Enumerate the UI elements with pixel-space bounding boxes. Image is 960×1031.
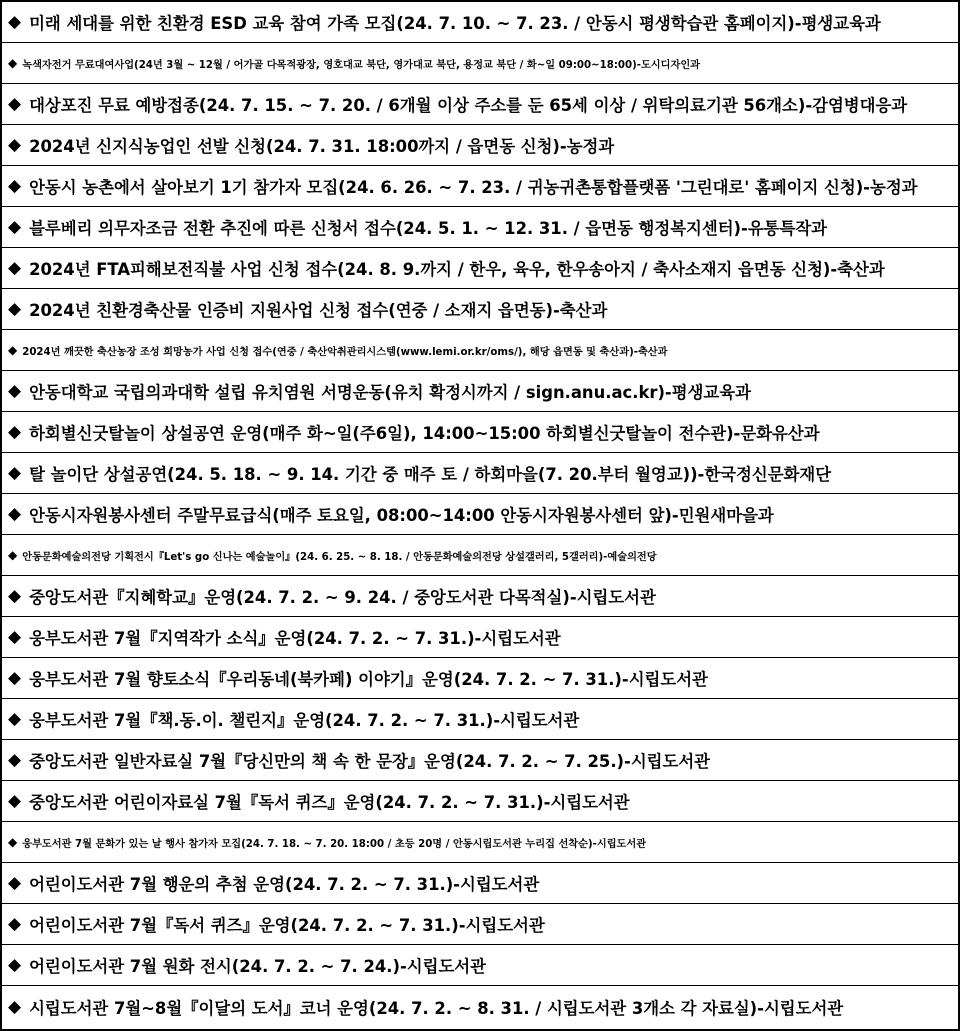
diamond-bullet-icon: ◆ — [8, 548, 18, 562]
notice-item-text: 2024년 신지식농업인 선발 신청(24. 7. 31. 18:00까지 / 읍면동 신청)-농정과 — [29, 137, 615, 156]
notice-item-text: 2024년 FTA피해보전직불 사업 신청 접수(24. 8. 9.까지 / 한우, 육우, 한우송아지 / 축사소재지 읍면동 신청)-축산과 — [29, 260, 885, 279]
notice-item[interactable] — [2, 248, 958, 289]
notice-item[interactable] — [2, 658, 958, 699]
notice-item-text: 탈 놀이단 상설공연(24. 5. 18. ~ 9. 14. 기간 중 매주 토 / 하회마을(7. 20.부터 월영교))-한국정신문화재단 — [29, 465, 832, 484]
diamond-bullet-icon: ◆ — [8, 56, 18, 70]
diamond-bullet-icon: ◆ — [8, 135, 22, 155]
notice-item[interactable] — [2, 453, 958, 494]
notice-item[interactable] — [2, 43, 958, 84]
notice-item[interactable] — [2, 412, 958, 453]
diamond-bullet-icon: ◆ — [8, 835, 18, 849]
notice-item-text: 중앙도서관 일반자료실 7월『당신만의 책 속 한 문장』운영(24. 7. 2. ~ 7. 25.)-시립도서관 — [29, 752, 711, 771]
notice-item-text: 하회별신굿탈놀이 상설공연 운영(매주 화~일(주6일), 14:00~15:00 하회별신굿탈놀이 전수관)-문화유산과 — [29, 424, 820, 443]
diamond-bullet-icon: ◆ — [8, 463, 22, 483]
notice-item[interactable] — [2, 986, 958, 1027]
notice-item[interactable] — [2, 125, 958, 166]
notice-item-text: 미래 세대를 위한 친환경 ESD 교육 참여 가족 모집(24. 7. 10. ~ 7. 23. / 안동시 평생학습관 홈페이지)-평생교육과 — [29, 14, 881, 33]
notice-item-text: 어린이도서관 7월 원화 전시(24. 7. 2. ~ 7. 24.)-시립도서관 — [29, 957, 486, 976]
notice-item-text: 안동시자원봉사센터 주말무료급식(매주 토요일, 08:00~14:00 안동시자원봉사센터 앞)-민원새마을과 — [29, 506, 774, 525]
notice-item[interactable] — [2, 535, 958, 576]
diamond-bullet-icon: ◆ — [8, 258, 22, 278]
notice-item-text: 안동대학교 국립의과대학 설립 유치염원 서명운동(유치 확정시까지 / sign.anu.ac.kr)-평생교육과 — [29, 383, 751, 402]
diamond-bullet-icon: ◆ — [8, 586, 22, 606]
diamond-bullet-icon: ◆ — [8, 504, 22, 524]
notice-item-text: 안동시 농촌에서 살아보기 1기 참가자 모집(24. 6. 26. ~ 7. 23. / 귀농귀촌통합플랫폼 '그린대로' 홈페이지 신청)-농정과 — [29, 178, 918, 197]
diamond-bullet-icon: ◆ — [8, 914, 22, 934]
diamond-bullet-icon: ◆ — [8, 709, 22, 729]
notice-item[interactable] — [2, 330, 958, 371]
diamond-bullet-icon: ◆ — [8, 996, 22, 1017]
diamond-bullet-icon: ◆ — [8, 627, 22, 647]
notice-item[interactable] — [2, 822, 958, 863]
diamond-bullet-icon: ◆ — [8, 381, 22, 401]
diamond-bullet-icon: ◆ — [8, 299, 22, 319]
notice-item[interactable] — [2, 904, 958, 945]
diamond-bullet-icon: ◆ — [8, 791, 22, 811]
notice-item-text: 웅부도서관 7월 문화가 있는 날 행사 참가자 모집(24. 7. 18. ~ 7. 20. 18:00 / 초등 20명 / 안동시립도서관 누리집 선착순)-시립도서관 — [22, 838, 647, 850]
diamond-bullet-icon: ◆ — [8, 94, 22, 114]
notice-item[interactable] — [2, 289, 958, 330]
diamond-bullet-icon: ◆ — [8, 176, 22, 196]
notice-item[interactable] — [2, 2, 958, 43]
notice-item[interactable] — [2, 740, 958, 781]
diamond-bullet-icon: ◆ — [8, 422, 22, 442]
notice-item[interactable] — [2, 699, 958, 740]
notice-item-text: 안동문화예술의전당 기획전시『Let's go 신나는 예술놀이』(24. 6. 25. ~ 8. 18. / 안동문화예술의전당 상설갤러리, 5갤러리)-예술의전당 — [22, 551, 657, 563]
notice-item[interactable] — [2, 781, 958, 822]
diamond-bullet-icon: ◆ — [8, 343, 18, 357]
diamond-bullet-icon: ◆ — [8, 873, 22, 893]
notice-item-text: 어린이도서관 7월『독서 퀴즈』운영(24. 7. 2. ~ 7. 31.)-시립도서관 — [29, 916, 545, 935]
notice-item[interactable] — [2, 166, 958, 207]
notice-item-text: 어린이도서관 7월 행운의 추첨 운영(24. 7. 2. ~ 7. 31.)-시립도서관 — [29, 875, 540, 894]
notice-item[interactable] — [2, 371, 958, 412]
notice-item-text: 웅부도서관 7월『지역작가 소식』운영(24. 7. 2. ~ 7. 31.)-시립도서관 — [29, 629, 561, 648]
notice-item-text: 시립도서관 7월~8월『이달의 도서』코너 운영(24. 7. 2. ~ 8. 31. / 시립도서관 3개소 각 자료실)-시립도서관 — [29, 998, 844, 1018]
notice-item-text: 블루베리 의무자조금 전환 추진에 따른 신청서 접수(24. 5. 1. ~ 12. 31. / 읍면동 행정복지센터)-유통특작과 — [29, 219, 828, 238]
notice-item-text: 2024년 깨끗한 축산농장 조성 희망농가 사업 신청 접수(연중 / 축산악취관리시스템(www.lemi.or.kr/oms/), 해당 읍면동 및 축산과)-축산과 — [22, 346, 668, 358]
diamond-bullet-icon: ◆ — [8, 217, 22, 237]
notice-item[interactable] — [2, 863, 958, 904]
notice-item[interactable] — [2, 576, 958, 617]
notice-item[interactable] — [2, 84, 958, 125]
diamond-bullet-icon: ◆ — [8, 955, 22, 975]
notice-item-text: 중앙도서관 어린이자료실 7월『독서 퀴즈』운영(24. 7. 2. ~ 7. 31.)-시립도서관 — [29, 793, 630, 812]
notice-item-text: 2024년 친환경축산물 인증비 지원사업 신청 접수(연중 / 소재지 읍면동)-축산과 — [29, 301, 608, 320]
notice-item[interactable] — [2, 945, 958, 986]
notice-item[interactable] — [2, 617, 958, 658]
notice-item[interactable] — [2, 207, 958, 248]
notice-item-text: 중앙도서관『지혜학교』운영(24. 7. 2. ~ 9. 24. / 중앙도서관 다목적실)-시립도서관 — [29, 588, 656, 607]
notice-item-text: 웅부도서관 7월 향토소식『우리동네(북카페) 이야기』운영(24. 7. 2. ~ 7. 31.)-시립도서관 — [29, 670, 708, 689]
notice-item-text: 대상포진 무료 예방접종(24. 7. 15. ~ 7. 20. / 6개월 이상 주소를 둔 65세 이상 / 위탁의료기관 56개소)-감염병대응과 — [29, 96, 908, 115]
diamond-bullet-icon: ◆ — [8, 668, 22, 688]
diamond-bullet-icon: ◆ — [8, 750, 22, 770]
diamond-bullet-icon: ◆ — [8, 12, 22, 32]
notice-item-text: 녹색자전거 무료대여사업(24년 3월 ~ 12월 / 어가골 다목적광장, 영호대교 북단, 영가대교 북단, 용정교 북단 / 화~일 09:00~18:00)-도시디자인과 — [22, 59, 701, 71]
notice-item-text: 웅부도서관 7월『책.동.이. 챌린지』운영(24. 7. 2. ~ 7. 31.)-시립도서관 — [29, 711, 580, 730]
notice-item[interactable] — [2, 494, 958, 535]
